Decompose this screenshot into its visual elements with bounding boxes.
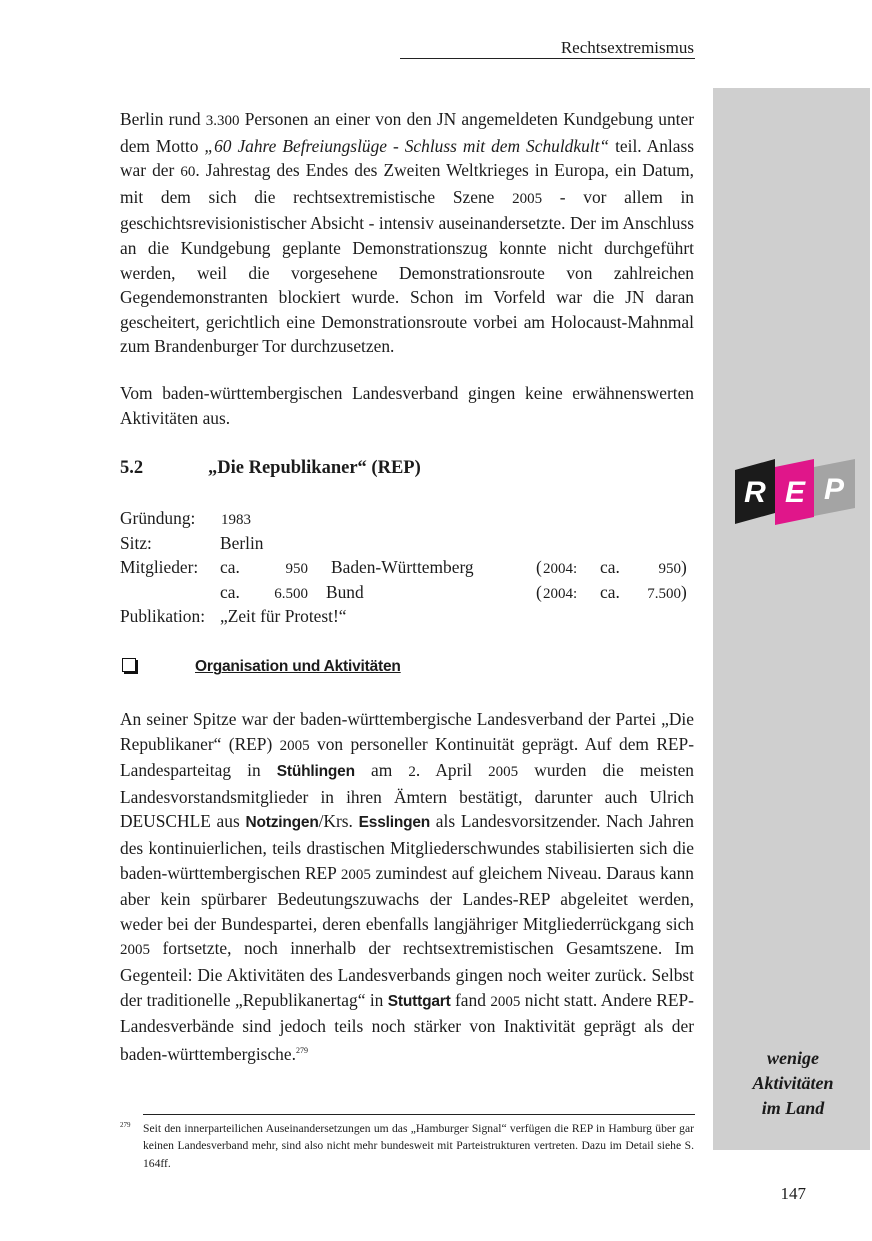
place-name: Esslingen xyxy=(358,814,431,832)
footnote-number: 279 xyxy=(120,1121,131,1129)
fact-value: 1983 xyxy=(221,512,251,528)
number: 3.300 xyxy=(205,113,240,129)
place-name: Stühlingen xyxy=(276,763,355,781)
text: von personeller Kontinuität geprägt. Auf dem REP-Landesparteitag in xyxy=(120,733,695,781)
members-prev-ca: ca. xyxy=(600,557,620,578)
motto: „60 Jahre Befreiungslüge - Schluss mit dem Schuldkult“ xyxy=(204,135,610,156)
text: . April xyxy=(415,760,489,781)
margin-note-line-2: Aktivitäten xyxy=(752,1073,834,1093)
place-name: Stuttgart xyxy=(387,992,451,1010)
fact-row-members-federal xyxy=(120,580,694,605)
members-close-paren: ) xyxy=(681,581,687,602)
text: fortsetzte, noch innerhalb der rechtsextremistischen Gesamtszene. Im Gegenteil: Die Aktivitäten des Landesverbands gingen noch weiter zurück. Selbst der traditionelle „Republikanertag“ in xyxy=(120,938,694,1010)
text: wurden die meisten Landesvorstandsmitglieder in ihren Ämtern bestätigt, darunter auch Ulrich DEUSCHLE aus xyxy=(120,760,694,832)
fact-row-members xyxy=(120,555,694,580)
members-ca: ca. xyxy=(220,581,240,602)
members-close-paren: ) xyxy=(681,557,687,578)
members-prev-count: 7.500 xyxy=(647,585,681,602)
logo-letter-p: P xyxy=(823,473,845,506)
members-prev-year: 2004: xyxy=(543,561,578,578)
place-name: Notzingen xyxy=(245,814,319,832)
members-ca: ca. xyxy=(220,557,240,578)
fact-row-seat xyxy=(120,531,694,556)
number: 2005 xyxy=(488,764,519,781)
members-prev-count: 950 xyxy=(658,561,681,578)
text: fand xyxy=(450,989,491,1010)
paragraph-3 xyxy=(120,707,694,1066)
fact-label: Sitz: xyxy=(120,532,152,553)
text: /Krs. xyxy=(318,811,359,832)
text: am xyxy=(354,760,409,781)
fact-label: Gründung: xyxy=(120,508,196,528)
rep-logo xyxy=(733,459,857,529)
number: 2005 xyxy=(340,866,371,883)
members-region: Baden-Württemberg xyxy=(331,557,474,578)
number: 2005 xyxy=(490,993,521,1010)
text: zumindest auf gleichem Niveau. Daraus kann aber kein spürbarer Bedeutungszuwachs der Landes-REP abgeleitet werden, weder bei der Bundespartei, deren ebenfalls langjähriger Mitgliederrückgang sich xyxy=(120,862,694,934)
margin-sidebar xyxy=(713,88,870,1150)
number: 2005 xyxy=(120,942,150,959)
header-rule xyxy=(400,58,695,59)
text: nicht statt. Andere REP-Landesverbände sind jedoch teils noch stärker von Inaktivität geprägt als der baden-württembergische. xyxy=(120,989,694,1064)
paragraph-2: Vom baden-württembergischen Landesverband gingen keine erwähnenswerten Aktivitäten aus. xyxy=(120,383,694,428)
fact-row-publication xyxy=(120,604,694,629)
section-heading xyxy=(120,455,680,481)
checkbox-bullet-icon xyxy=(122,658,136,672)
section-number: 5.2 xyxy=(120,458,144,478)
fact-label: Publikation: xyxy=(120,606,206,627)
running-header: Rechtsextremismus xyxy=(560,38,694,57)
fact-value: Berlin xyxy=(220,532,264,553)
text: teil. Anlass war der xyxy=(120,135,694,181)
logo-letter-e: E xyxy=(784,476,806,509)
members-count: 6.500 xyxy=(274,585,308,602)
page-number: 147 xyxy=(780,1184,806,1203)
members-prev-year: 2004: xyxy=(543,585,578,602)
fact-value: „Zeit für Protest!“ xyxy=(220,606,347,627)
members-prev-ca: ca. xyxy=(600,581,620,602)
margin-note-line-3: im Land xyxy=(761,1098,825,1118)
number: 2005 xyxy=(512,190,543,207)
margin-note-line-1: wenige xyxy=(767,1048,819,1068)
party-facts xyxy=(120,506,694,629)
members-open-paren: ( xyxy=(536,557,542,578)
fact-row-founding xyxy=(120,506,694,531)
footnote-reference[interactable]: 279 xyxy=(295,1045,308,1055)
text: . Jahrestag des Endes des Zweiten Weltkrieges in Europa, ein Datum, mit dem sich die rechtsextremistische Szene xyxy=(120,160,694,207)
members-count: 950 xyxy=(285,561,308,578)
text: - vor allem in geschichtsrevisionistischer Absicht - intensiv auseinandersetzte. Der im Anschluss an die Kundgebung geplante Demonstrationszug konnte nicht durchgeführt werden, weil die vorgesehene Demonstrationsroute von zahlreichen Gegendemonstranten blockiert wurde. Schon im Vorfeld war die JN daran gescheitert, gerichtlich eine Demonstrationsroute vorbei am Holocaust-Mahnmal zum Brandenburger Tor durchzusetzen. xyxy=(120,186,694,357)
text: Personen an einer von den JN angemeldeten Kundgebung unter dem Motto xyxy=(120,109,694,156)
footnote-text: Seit den innerparteilichen Auseinandersetzungen um das „Hamburger Signal“ verfügen die REP in Hamburg über gar keinen Landesverband mehr, sind also nicht mehr bundesweit mit Parteistrukturen vertreten. Dazu im Detail siehe S. 164ff. xyxy=(143,1122,694,1170)
text: Berlin rund xyxy=(120,109,206,129)
fact-label: Mitglieder: xyxy=(120,557,199,578)
subsection-title: Organisation und Aktivitäten xyxy=(195,658,401,675)
section-title: „Die Republikaner“ (REP) xyxy=(208,458,421,478)
number: 2005 xyxy=(279,737,310,754)
number: 60 xyxy=(180,164,196,181)
members-open-paren: ( xyxy=(536,581,542,602)
text: als Landesvorsitzender. Nach Jahren des kontinuierlichen, teils drastischen Mitgliederschwundes stabilisierten sich die baden-württembergischen REP xyxy=(120,811,694,883)
paragraph-1 xyxy=(120,107,694,359)
margin-note xyxy=(713,1046,872,1121)
footnote-rule xyxy=(143,1114,695,1115)
number: 2 xyxy=(408,764,416,781)
logo-letter-r: R xyxy=(744,476,766,509)
members-region: Bund xyxy=(326,581,364,602)
text: An seiner Spitze war der baden-württembergische Landesverband der Partei „Die Republikaner“ (REP) xyxy=(120,709,694,754)
